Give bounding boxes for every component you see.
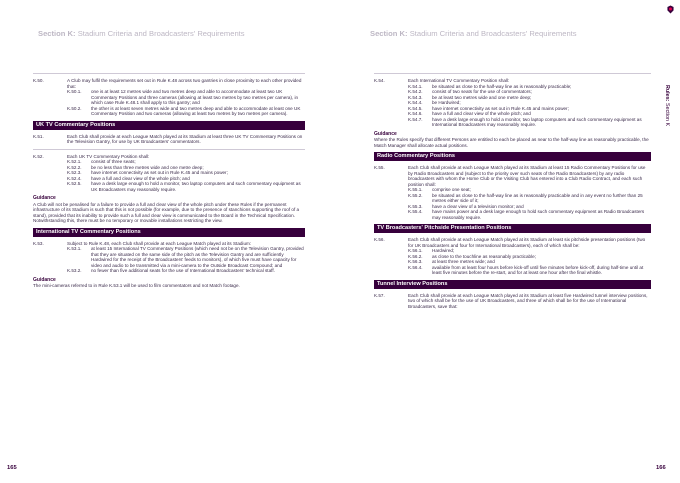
sub-rule-text: Hardwired;	[432, 248, 455, 253]
guidance-text: The mini-cameras referred to in Rule K.53.1 will be used to film commentators and not Match footage.	[33, 283, 240, 288]
sub-rule-number: K.50.2.	[67, 105, 82, 111]
left-section-subtitle: Stadium Criteria and Broadcasters' Requirements	[77, 29, 245, 38]
sub-rule-text: at least 15 International TV Commentary Positions (which need not be on the Television Gantry, provided that they are situated on the same side of the pitch as the Television Gantry and are sufficiently Hardwired for the receipt of the Broadcasters' feeds to monitors), of which five must have capacity for video and audio to be transmitted via a mini-camera to the Outside Broadcast Compound; and	[91, 246, 304, 268]
divider	[374, 73, 651, 74]
rule-number: K.52.	[33, 153, 44, 159]
guidance-heading: Guidance	[374, 130, 397, 137]
rule-number: K.56.	[374, 237, 385, 242]
rule-text: Each Club shall provide at each League Match played at its Stadium at least five Hardwired tunnel interview positions, two of which shall be for the use of UK Broadcasters, and three of which shall be for the use of International Broadcasters, save that:	[408, 292, 648, 309]
rule-number: K.55.	[374, 165, 385, 170]
guidance-heading: Guidance	[33, 195, 56, 201]
rule-text: Each Club shall provide at each League Match played at its Stadium at least three UK TV Commentary Positions on the Television Gantry, for use by UK Broadcasters' commentators.	[67, 133, 303, 144]
heading-uk-tv-commentary: UK TV Commentary Positions	[33, 121, 305, 130]
sub-rule-number: K.52.5.	[67, 181, 82, 186]
sub-rule-number: K.56.3.	[408, 259, 423, 264]
sub-rule	[408, 193, 651, 204]
sub-rule-text: at least three metres wide; and	[432, 259, 495, 264]
sub-rule-number: K.53.1.	[67, 246, 82, 251]
heading-pitchside-presentation: TV Broadcasters' Pitchside Presentation Positions	[374, 224, 651, 233]
sub-rule	[67, 268, 305, 274]
rule-number: K.57.	[374, 292, 385, 298]
sub-rule-text: one is at least 12 metres wide and two metres deep and able to accommodate at least two UK Commentary Positions and three cameras (allowing at least two metres by two metres per camera), in which case Rule K.48.1 shall apply to this gantry; and	[91, 89, 299, 105]
sub-rule-text: no fewer than five additional seats for the use of International Broadcasters' technical staff.	[91, 268, 275, 273]
sub-rule-number: K.54.4.	[408, 100, 423, 105]
sub-rule-text: the other is at least seven metres wide and two metres deep and able to accommodate at least one UK Commentary Position and two cameras (allowing at least two metres by two metres per camera).	[91, 105, 301, 116]
sub-rule-text: be situated as close to the half-way line as is reasonably practicable and in any event no further than 25 metres either side of it;	[432, 192, 643, 203]
rule-text: Each International TV Commentary Position shall:	[408, 78, 510, 83]
sub-rule-text: have a full and clear view of the whole pitch; and	[432, 111, 531, 116]
rule-number: K.53.	[33, 240, 44, 246]
sub-rule-number: K.54.3.	[408, 94, 423, 100]
sub-rule	[408, 265, 651, 276]
sub-rule-number: K.56.4.	[408, 264, 423, 270]
rule-k52	[33, 154, 305, 193]
rule-text: A Club may fulfil the requirements set out in Rule K.48 across two gantries in close proximity to each other provided that:	[67, 78, 302, 89]
side-label-rules: Rules:	[664, 85, 670, 102]
sub-rule-number: K.52.4.	[67, 175, 82, 181]
sub-rule-text: be Hardwired;	[432, 100, 461, 105]
heading-tunnel-interview: Tunnel Interview Positions	[374, 280, 651, 289]
right-section-subtitle: Stadium Criteria and Broadcasters' Requirements	[409, 29, 577, 38]
sub-rule	[67, 246, 305, 268]
premier-league-lion-icon	[666, 5, 675, 14]
sub-rule-text: have a full and clear view of the whole pitch; and	[91, 175, 190, 181]
sub-rule-text: available from at least four hours before kick-off until five minutes before kick-off, during half-time until at least five minutes before the re-start, and for at least one hour after the final whistle.	[432, 264, 644, 275]
sub-rule-text: have mains power and a desk large enough to hold such commentary equipment as Radio Broadcasters may reasonably require.	[432, 209, 645, 220]
sub-rule-number: K.55.4.	[408, 209, 423, 214]
sub-rule-number: K.55.3.	[408, 203, 423, 209]
sub-rule-number: K.56.2.	[408, 253, 423, 259]
sub-rule	[67, 89, 305, 106]
guidance-text: Where the Rules specify that different Persons are entitled to each be placed as near to the half-way line as reasonably practicable, the Match Manager shall allocate actual positions.	[374, 137, 649, 148]
left-section-label: Section K:	[38, 29, 76, 38]
sub-rule-number: K.54.7.	[408, 116, 423, 122]
sub-rule-text: comprise one seat;	[432, 187, 471, 192]
divider	[33, 149, 305, 150]
sub-rule-text: consist of two seats for the use of commentators;	[432, 89, 532, 94]
sub-rule-number: K.52.1.	[67, 159, 82, 164]
sub-rule-text: have a desk large enough to hold a monitor, two laptop computers and such commentary equipment as International Broadcasters may reasonably require.	[432, 116, 642, 127]
heading-radio-commentary: Radio Commentary Positions	[374, 152, 651, 161]
sub-rule-text: be no less than three metres wide and one metre deep;	[91, 164, 204, 170]
sub-rule-text: consist of three seats;	[91, 159, 136, 164]
divider	[33, 73, 305, 74]
rule-text: Each Club shall provide at each League Match played at its Stadium at least six pitchside presentation positions (two for UK Broadcasters and four for International Broadcasters), each of which shall be:	[408, 237, 646, 248]
rule-k53	[33, 241, 305, 274]
rule-k54	[374, 78, 651, 128]
guidance-heading: Guidance	[33, 276, 56, 283]
rule-k51	[33, 134, 305, 145]
left-section-title	[38, 29, 245, 38]
right-section-label: Section K:	[370, 29, 408, 38]
rule-text: Each Club shall provide at each League Match played at its Stadium at least 15 Radio Commentary Positions for use by Radio Broadcasters and (subject to the priority over such seats of the Radio Broadcasters) by any radio broadcasters with whom the Home Club or the Visiting Club has entered into a Club Radio Contract, and each such position shall:	[408, 165, 646, 187]
sub-rule-number: K.54.6.	[408, 111, 423, 116]
sub-rule-text: have a desk large enough to hold a monitor, two laptop computers and such commentary equipment as UK Broadcasters may reasonably require.	[91, 181, 301, 192]
page-number: 165	[7, 465, 17, 471]
sub-rule-number: K.50.1.	[67, 89, 82, 94]
sub-rule-number: K.52.3.	[67, 170, 82, 175]
sub-rule-number: K.53.2.	[67, 268, 82, 273]
right-page	[340, 0, 680, 483]
rule-k50	[33, 78, 305, 117]
rule-k57	[374, 293, 651, 310]
heading-international-tv-commentary: International TV Commentary Positions	[33, 228, 305, 237]
sub-rule	[67, 181, 305, 192]
guidance-text: A Club will not be penalised for a failure to provide a full and clear view of the whole pitch under these Rules if the permanent infrastructure of its Stadium is such that this is not possible (for example, due to the presence of stanchions supporting the roof of a stand), provided that its inability to provide such a full and clear view is communicated to the Board in the Technical Specification. Notwithstanding this, there must be no temporary or movable installations restricting the view.	[33, 201, 300, 223]
page-number: 166	[656, 465, 666, 471]
side-label-section: Section K	[664, 102, 670, 127]
right-section-title	[370, 29, 577, 38]
rule-text: Each UK TV Commentary Position shall:	[67, 153, 150, 159]
sub-rule-text: be situated as close to the half-way line as is reasonably practicable;	[432, 83, 572, 89]
sub-rule-text: have internet connectivity as set out in Rule K.45 and mains power;	[432, 105, 569, 111]
rule-k55	[374, 165, 651, 220]
sub-rule-number: K.52.2.	[67, 164, 82, 170]
sub-rule-text: have a clear view of a television monitor; and	[432, 203, 524, 209]
sub-rule	[408, 117, 651, 128]
side-label	[664, 85, 670, 126]
sub-rule	[408, 209, 651, 220]
right-content	[374, 73, 651, 313]
sub-rule-text: as close to the touchline as reasonably practicable;	[432, 253, 536, 259]
sub-rule-number: K.55.2.	[408, 192, 423, 198]
rule-text: Subject to Rule K.48, each Club shall provide at each League Match played at its Stadium:	[67, 240, 252, 246]
sub-rule-text: be at least two metres wide and one metre deep;	[432, 94, 532, 100]
rule-k56	[374, 237, 651, 276]
sub-rule-number: K.54.5.	[408, 105, 423, 111]
sub-rule-number: K.54.1.	[408, 83, 423, 89]
sub-rule-number: K.55.1.	[408, 187, 423, 192]
rule-number: K.50.	[33, 78, 44, 83]
sub-rule-number: K.56.1.	[408, 248, 423, 253]
left-content	[33, 73, 305, 292]
rule-number: K.51.	[33, 133, 44, 139]
sub-rule-number: K.54.2.	[408, 89, 423, 94]
sub-rule-text: have internet connectivity as set out in Rule K.45 and mains power;	[91, 170, 228, 175]
rule-number: K.54.	[374, 78, 385, 83]
sub-rule	[67, 106, 305, 117]
